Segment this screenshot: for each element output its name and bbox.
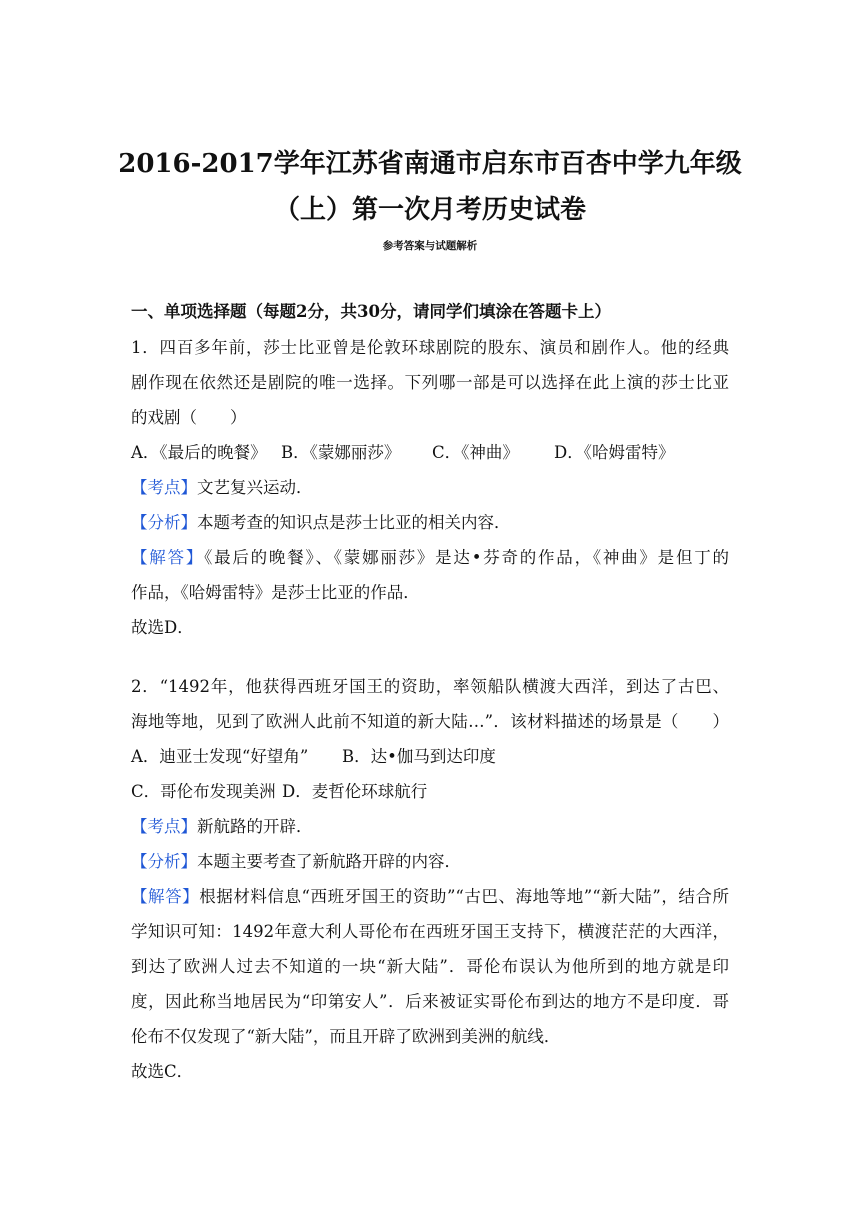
q1-stem-line1: 1．四百多年前，莎士比亚曾是伦敦环球剧院的股东、演员和剧作人。他的经典	[131, 338, 729, 357]
q2-stem-line2: 海地等地，见到了欧洲人此前不知道的新大陆…”．该材料描述的场景是（ ）	[131, 712, 729, 731]
q2-fenxi-text: 本题主要考查了新航路开辟的内容．	[197, 852, 461, 871]
jieda-tag: 【解答】	[131, 548, 205, 567]
q2-jieda-line4: 度，因此称当地居民为“印第安人”．后来被证实哥伦布到达的地方不是印度．哥	[131, 992, 729, 1011]
q2-fenxi	[131, 850, 461, 874]
q1-option-b: B．《蒙娜丽莎》	[281, 443, 401, 462]
q2-option-d: D．麦哲伦环球航行	[282, 782, 428, 801]
q1-kaodian	[131, 476, 313, 500]
page-title-line2: （上）第一次月考历史试卷	[273, 195, 586, 225]
q1-answer: 故选D．	[131, 618, 194, 637]
q1-option-c: C．《神曲》	[432, 443, 519, 462]
q2-option-a: A．迪亚士发现“好望角”	[131, 747, 309, 766]
q2-answer: 故选C．	[131, 1062, 194, 1081]
q2-option-b: B．达•伽马到达印度	[342, 747, 496, 766]
q1-stem-line3: 的戏剧（ ）	[131, 408, 247, 427]
q2-jieda-line2: 学知识可知：1492年意大利人哥伦布在西班牙国王支持下，横渡茫茫的大西洋，	[131, 922, 729, 941]
q1-jieda-line1	[131, 546, 729, 570]
q1-option-d: D．《哈姆雷特》	[554, 443, 675, 462]
page-subtitle: 参考答案与试题解析	[382, 240, 478, 252]
q2-option-c: C．哥伦布发现美洲	[131, 782, 276, 801]
q1-stem-line2: 剧作现在依然还是剧院的唯一选择。下列哪一部是可以选择在此上演的莎士比亚	[131, 373, 729, 392]
section-heading: 一、单项选择题（每题2分，共30分，请同学们填涂在答题卡上）	[131, 302, 611, 321]
q1-fenxi-text: 本题考查的知识点是莎士比亚的相关内容．	[197, 513, 511, 532]
jieda-tag: 【解答】	[131, 887, 200, 906]
fenxi-tag: 【分析】	[131, 513, 197, 532]
q2-jieda-line1	[131, 885, 729, 909]
q1-jieda-text1: 《最后的晚餐》、《蒙娜丽莎》是达•芬奇的作品，《神曲》是但丁的	[204, 548, 730, 567]
kaodian-tag: 【考点】	[131, 817, 197, 836]
kaodian-tag: 【考点】	[131, 478, 197, 497]
q2-jieda-text1: 根据材料信息“西班牙国王的资助”“古巴、海地等地”“新大陆”，结合所	[199, 887, 729, 906]
q1-fenxi	[131, 511, 511, 535]
page-title-line1: 2016-2017学年江苏省南通市启东市百杏中学九年级	[118, 149, 742, 179]
q2-jieda-line3: 到达了欧洲人过去不知道的一块“新大陆”．哥伦布误认为他所到的地方就是印	[131, 957, 729, 976]
q2-stem-line1: 2．“1492年，他获得西班牙国王的资助，率领船队横渡大西洋，到达了古巴、	[131, 677, 729, 696]
q1-jieda-line2: 作品，《哈姆雷特》是莎士比亚的作品．	[131, 583, 420, 602]
fenxi-tag: 【分析】	[131, 852, 197, 871]
q2-kaodian	[131, 815, 313, 839]
q2-jieda-line5: 伦布不仅发现了“新大陆”，而且开辟了欧洲到美洲的航线．	[131, 1027, 561, 1046]
q1-option-a: A．《最后的晚餐》	[131, 443, 267, 462]
q2-kaodian-text: 新航路的开辟．	[197, 817, 313, 836]
q1-kaodian-text: 文艺复兴运动．	[197, 478, 313, 497]
